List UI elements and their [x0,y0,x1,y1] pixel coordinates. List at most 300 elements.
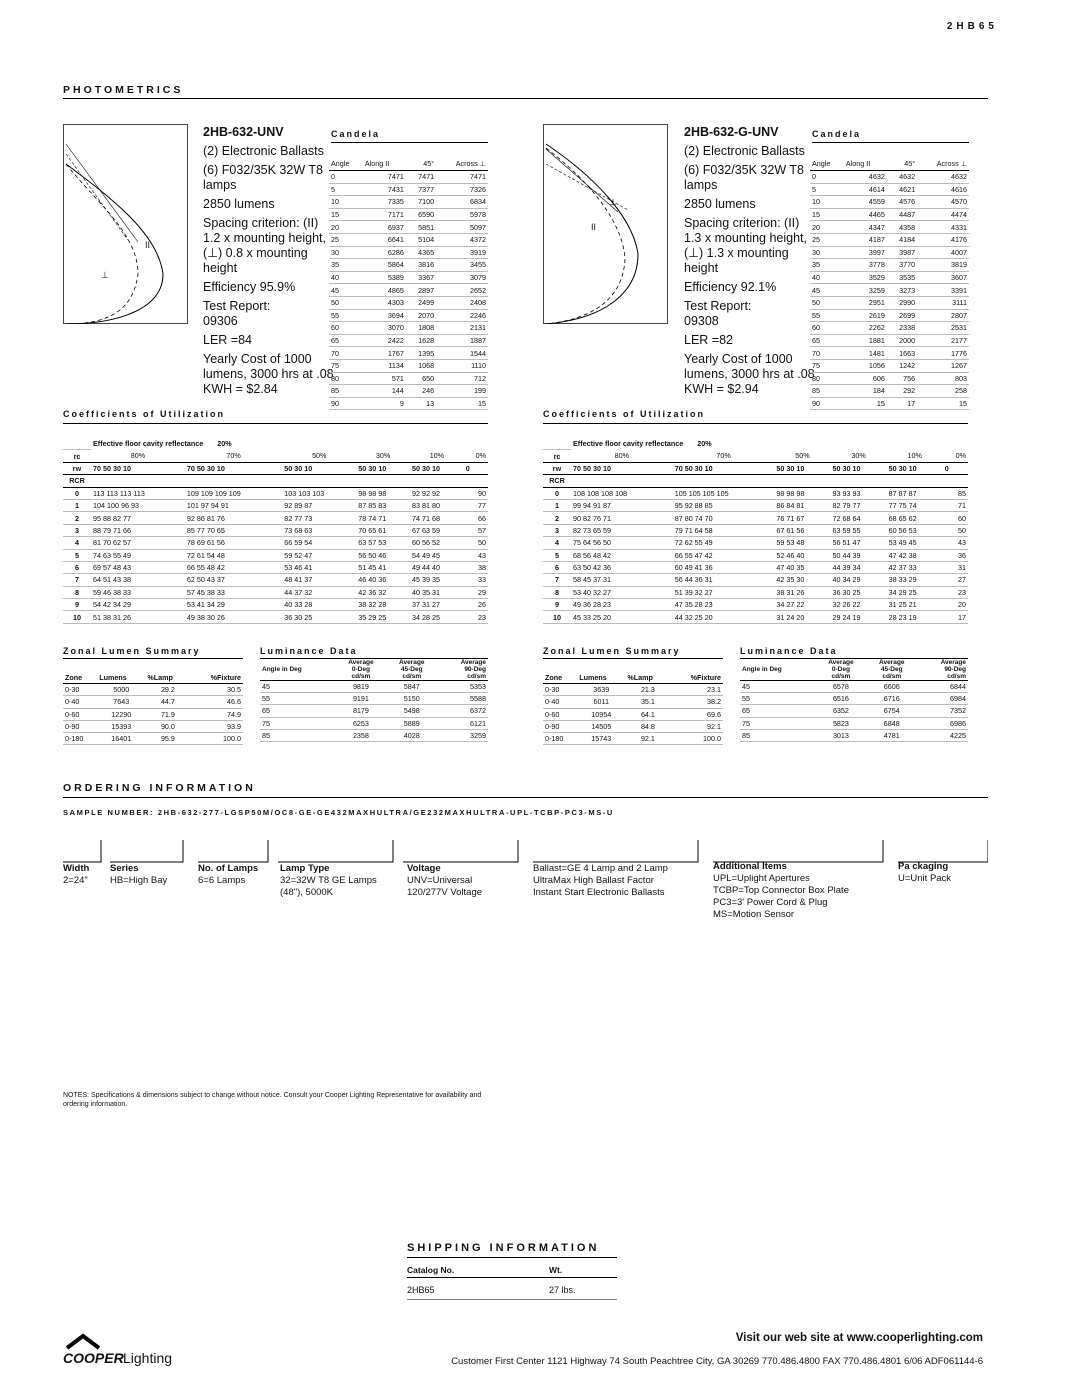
lum-row [260,705,488,717]
cu-row-cell: 73 68 63 [282,524,356,536]
candela-row [810,296,969,309]
cu-row-cell: 44 39 34 [831,561,887,573]
candela-row-cell: 2338 [887,322,917,335]
candela-row-cell: 144 [363,385,406,398]
candela-row-cell: 55 [329,309,363,322]
candela-row-cell: 5 [329,183,363,196]
candela-row-cell: 13 [406,397,436,410]
candela-row-cell: 25 [810,233,844,246]
candela-row-cell: 7431 [363,183,406,196]
candela-row-cell: 15 [329,208,363,221]
zonal-row-cell: 0-180 [63,732,97,744]
candela-row-cell: 50 [329,296,363,309]
left-efficiency: Efficiency 95.9% [203,280,296,294]
cu-row [543,524,968,536]
ship-catalog: 2HB65 [407,1285,435,1295]
zonal-row-cell: 92.1 [671,720,723,732]
zonal-row [543,684,723,696]
cu-row [543,611,968,623]
candela-row-cell: 7471 [406,171,436,184]
candela-row-cell: 5 [810,183,844,196]
candela-row [329,284,488,297]
cu-row [63,561,488,573]
candela-row-cell: 2619 [844,309,887,322]
rcr-label: RCR [63,475,91,487]
candela-row-cell: 3987 [887,246,917,259]
lum-row-cell: 6253 [336,717,387,729]
zonal-row [63,684,243,696]
candela-row-cell: 4331 [917,221,969,234]
cu-row [543,537,968,549]
right-test-label: Test Report: [684,299,752,313]
candela-row-cell: 4616 [917,183,969,196]
candela-row-cell: 20 [329,221,363,234]
left-lumens: 2850 lumens [203,197,275,211]
cu-row-cell: 95 88 82 77 [91,512,185,524]
cu-row-cell: 74 71 68 [410,512,464,524]
cu-row-cell: 60 56 53 [887,524,943,536]
candela-row-cell: 2070 [406,309,436,322]
lumens-h: Lumens [97,672,145,684]
zonal-row-cell: 5000 [97,684,145,696]
candela-row-cell: 15 [844,397,887,410]
candela-row-cell: 1068 [406,359,436,372]
lum-row-cell: 5823 [816,717,867,729]
left-cu-table [63,438,488,624]
right-candela-table [810,156,969,410]
cu-row-cell: 29 24 19 [831,611,887,623]
lum-row-cell: 6844 [917,681,968,693]
cu-row-cell: 44 37 32 [282,586,356,598]
candela-row-cell: 1395 [406,347,436,360]
candela-row [329,296,488,309]
zonal-row-cell: 14505 [577,720,625,732]
cu-row-cell: 76 71 67 [774,512,830,524]
rc-10: 10% [887,450,943,462]
cu-row-cell: 87 80 74 70 [673,512,775,524]
lumens-h: Lumens [577,672,625,684]
brand-logo [63,1330,188,1370]
rw-10: 50 30 10 [887,462,943,474]
lum-h-90: Average 90-Deg cd/sm [437,659,488,681]
cu-row-cell: 51 45 41 [356,561,410,573]
left-candela-table [329,156,488,410]
cu-row-cell: 60 [943,512,968,524]
lum-row-cell: 7352 [917,705,968,717]
candela-row [810,221,969,234]
lum-row [740,693,968,705]
candela-row-cell: 6834 [436,196,488,209]
ship-col-weight: Wt. [549,1265,563,1275]
candela-row [810,246,969,259]
cu-row-cell: 113 113 113 113 [91,487,185,499]
right-lamps: (6) F032/35K 32W T8 lamps [684,163,804,192]
candela-row-cell: 5389 [363,271,406,284]
zonal-row-cell: 0-30 [543,684,577,696]
zonal-row-cell: 71.9 [145,708,190,720]
cu-row [63,537,488,549]
ord-lamps: No. of Lamps 6=6 Lamps [198,863,259,886]
cu-row [63,611,488,623]
cu-row-cell: 40 35 31 [410,586,464,598]
cand-h-across: Across ⊥ [917,156,969,171]
cu-row-cell: 60 49 41 36 [673,561,775,573]
candela-row-cell: 25 [329,233,363,246]
candela-row-cell: 50 [810,296,844,309]
cu-row-cell: 2 [63,512,91,524]
shipping-rule-3 [407,1299,617,1300]
candela-row-cell: 45 [810,284,844,297]
candela-row-cell: 7471 [436,171,488,184]
cu-row-cell: 23 [943,586,968,598]
lum-row-cell: 55 [740,693,816,705]
rw-50: 50 30 10 [282,462,356,474]
lum-row-cell: 5847 [386,681,437,693]
candela-row-cell: 6641 [363,233,406,246]
candela-row-cell: 7326 [436,183,488,196]
lum-row-cell: 6986 [917,717,968,729]
cu-row-cell: 82 73 65 59 [571,524,673,536]
candela-row-cell: 0 [810,171,844,184]
zonal-row-cell: 0-40 [63,696,97,708]
zonal-row [63,732,243,744]
cu-row-cell: 9 [543,599,571,611]
cu-row-cell: 70 65 61 [356,524,410,536]
cu-row-cell: 34 28 25 [410,611,464,623]
zonal-row-cell: 84.8 [625,720,670,732]
rc-80: 80% [571,450,673,462]
right-zonal-table [543,672,723,745]
candela-row-cell: 7171 [363,208,406,221]
lum-row-cell: 6578 [816,681,867,693]
right-zonal-rule [543,658,723,659]
left-zonal-heading: Zonal Lumen Summary [63,646,201,656]
left-test: 09306 [203,314,238,328]
right-parallel-label: II [591,222,597,232]
rc-0: 0% [464,450,488,462]
cu-row-cell: 6 [543,561,571,573]
candela-row-cell: 2897 [406,284,436,297]
candela-row [329,347,488,360]
lum-row-cell: 5588 [437,693,488,705]
right-cu-table [543,438,968,624]
rc-10: 10% [410,450,464,462]
cu-row-cell: 63 57 53 [356,537,410,549]
website: Visit our web site at www.cooperlighting.com [735,1332,983,1344]
candela-row [329,359,488,372]
zonal-row-cell: 46.6 [191,696,243,708]
lum-row-cell: 6716 [866,693,917,705]
candela-row [329,171,488,184]
cu-row-cell: 8 [543,586,571,598]
cu-row-cell: 66 [464,512,488,524]
cu-row-cell: 78 69 61 56 [185,537,282,549]
lum-row-cell: 3013 [816,729,867,741]
zonal-row-cell: 3639 [577,684,625,696]
cu-row-cell: 28 23 19 [887,611,943,623]
cu-row-cell: 34 29 25 [887,586,943,598]
lum-row-cell: 5353 [437,681,488,693]
cu-row-cell: 83 81 80 [410,499,464,511]
lum-row-cell: 4028 [386,729,437,741]
cu-row-cell: 40 34 29 [831,574,887,586]
cu-row-cell: 2 [543,512,571,524]
candela-row-cell: 5104 [406,233,436,246]
cu-row-cell: 29 [464,586,488,598]
zonal-row [63,708,243,720]
shipping-rule [407,1257,617,1258]
ordering-rule [63,797,988,798]
cu-row-cell: 67 61 56 [774,524,830,536]
lum-row-cell: 6352 [816,705,867,717]
cu-row-cell: 38 33 29 [887,574,943,586]
zonal-row-cell: 92.1 [625,732,670,744]
candela-row-cell: 2807 [917,309,969,322]
right-candela-heading: Candela [812,129,862,139]
rw-80: 70 50 30 10 [91,462,185,474]
rcr-label: RCR [543,475,571,487]
lum-row-cell: 45 [260,681,336,693]
lum-row-cell: 6121 [437,717,488,729]
candela-row-cell: 17 [887,397,917,410]
candela-row-cell: 2990 [887,296,917,309]
cu-row-cell: 51 38 31 26 [91,611,185,623]
zonal-row [63,720,243,732]
lum-row-cell: 2358 [336,729,387,741]
zonal-row-cell: 0-90 [63,720,97,732]
parallel-label: II [145,240,151,250]
candela-row-cell: 10 [329,196,363,209]
candela-row [329,183,488,196]
rw-30: 50 30 10 [831,462,887,474]
cu-row-cell: 72 68 64 [831,512,887,524]
cu-row-cell: 35 29 25 [356,611,410,623]
candela-row-cell: 2177 [917,334,969,347]
rw-label: rw [543,462,571,474]
candela-row-cell: 1628 [406,334,436,347]
candela-row-cell: 1767 [363,347,406,360]
candela-row-cell: 4576 [887,196,917,209]
candela-row-cell: 6590 [406,208,436,221]
ordering-heading: ORDERING INFORMATION [63,782,256,794]
efcr-label: Effective floor cavity reflectance 20% [573,439,712,449]
cu-row-cell: 1 [543,499,571,511]
zonal-row-cell: 15393 [97,720,145,732]
cu-row-cell: 81 70 62 57 [91,537,185,549]
candela-row [810,183,969,196]
candela-row-cell: 70 [329,347,363,360]
cu-row-cell: 10 [543,611,571,623]
rw-0: 0 [464,462,488,474]
zonal-row-cell: 95.9 [145,732,190,744]
cu-row-cell: 71 [943,499,968,511]
rw-70: 70 50 30 10 [673,462,775,474]
cu-row-cell: 47 42 38 [887,549,943,561]
left-zonal-rule [63,658,243,659]
left-test-label: Test Report: [203,299,271,313]
cu-row-cell: 47 40 35 [774,561,830,573]
rw-0: 0 [943,462,968,474]
lum-row-cell: 45 [740,681,816,693]
zonal-row-cell: 21.3 [625,684,670,696]
candela-row-cell: 4632 [844,171,887,184]
lum-row-cell: 65 [260,705,336,717]
candela-row-cell: 3273 [887,284,917,297]
zonal-row-cell: 0-40 [543,696,577,708]
candela-row-cell: 246 [406,385,436,398]
cu-row-cell: 9 [63,599,91,611]
candela-row-cell: 7377 [406,183,436,196]
candela-row-cell: 60 [810,322,844,335]
candela-row-cell: 1887 [436,334,488,347]
candela-row-cell: 184 [844,385,887,398]
candela-row-cell: 60 [329,322,363,335]
zonal-row-cell: 29.2 [145,684,190,696]
lum-row-cell: 4225 [917,729,968,741]
lum-row-cell: 6516 [816,693,867,705]
cu-row-cell: 66 55 47 42 [673,549,775,561]
lum-h-90: Average 90-Deg cd/sm [917,659,968,681]
header-rule [63,98,988,99]
candela-row-cell: 3694 [363,309,406,322]
candela-row [810,196,969,209]
left-candela-rule [331,142,488,143]
candela-row-cell: 35 [329,259,363,272]
candela-row-cell: 3259 [844,284,887,297]
cu-row-cell: 75 64 56 50 [571,537,673,549]
candela-row [329,385,488,398]
candela-row-cell: 6937 [363,221,406,234]
lum-row [260,681,488,693]
lum-row-cell: 9191 [336,693,387,705]
left-polar-diagram [63,124,188,324]
cu-row-cell: 92 92 92 [410,487,464,499]
candela-row-cell: 4632 [887,171,917,184]
lum-row-cell: 3259 [437,729,488,741]
candela-row-cell: 9 [363,397,406,410]
cu-row-cell: 82 77 73 [282,512,356,524]
cu-row [543,599,968,611]
cand-h-45: 45° [887,156,917,171]
ord-additional: Additional Items UPL=Uplight Apertures TCBP=Top Connector Box Plate PC3=3' Power Cord & Plug MS=Motion Sensor [713,861,849,920]
candela-row [329,196,488,209]
candela-row-cell: 30 [810,246,844,259]
cu-row [543,512,968,524]
lum-row [740,681,968,693]
cu-row-cell: 47 35 28 23 [673,599,775,611]
zonal-row [543,708,723,720]
candela-row [329,259,488,272]
candela-row-cell: 4372 [436,233,488,246]
candela-row-cell: 3535 [887,271,917,284]
cu-row-cell: 3 [543,524,571,536]
cu-row-cell: 98 98 98 [356,487,410,499]
candela-row-cell: 3070 [363,322,406,335]
lum-h-45: Average 45-Deg cd/sm [386,659,437,681]
cu-row-cell: 49 44 40 [410,561,464,573]
lum-row-cell: 5498 [386,705,437,717]
candela-row [810,372,969,385]
cu-row-cell: 4 [63,537,91,549]
right-polar-diagram [543,124,668,324]
cu-row-cell: 43 [943,537,968,549]
right-cost: Yearly Cost of 1000 lumens, 3000 hrs at .08 KWH = $2.94 [684,352,815,396]
right-candela-rule [812,142,969,143]
lum-h-0: Average 0-Deg cd/sm [816,659,867,681]
candela-row-cell: 1056 [844,359,887,372]
zonal-row-cell: 90.0 [145,720,190,732]
left-ballasts: (2) Electronic Ballasts [203,144,324,158]
zonal-row-cell: 64.1 [625,708,670,720]
cu-row-cell: 67 63 59 [410,524,464,536]
cu-row [63,549,488,561]
candela-row-cell: 1242 [887,359,917,372]
logo-mark-icon [63,1330,103,1350]
rc-label: rc [543,450,571,462]
cu-row-cell: 52 46 40 [774,549,830,561]
candela-row [810,347,969,360]
cu-row [543,561,968,573]
shipping-rule-2 [407,1277,617,1278]
candela-row [810,385,969,398]
cu-row-cell: 74 63 55 49 [91,549,185,561]
cu-row-cell: 32 26 22 [831,599,887,611]
cu-row-cell: 82 79 77 [831,499,887,511]
candela-row [329,208,488,221]
rc-50: 50% [282,450,356,462]
candela-row [810,171,969,184]
candela-row-cell: 1267 [917,359,969,372]
zonal-row-cell: 44.7 [145,696,190,708]
ord-voltage: Voltage UNV=Universal 120/277V Voltage [407,863,483,898]
zonal-row-cell: 10954 [577,708,625,720]
left-candela-heading: Candela [331,129,381,139]
cu-row-cell: 57 [464,524,488,536]
right-lumens: 2850 lumens [684,197,756,211]
doc-code: 2HB65 [946,21,998,32]
candela-row [810,208,969,221]
ordering-connectors [63,840,988,864]
cu-row-cell: 46 40 36 [356,574,410,586]
candela-row-cell: 75 [810,359,844,372]
candela-row-cell: 4365 [406,246,436,259]
cu-row-cell: 90 82 76 71 [571,512,673,524]
rw-10: 50 30 10 [410,462,464,474]
lum-row-cell: 6606 [866,681,917,693]
candela-row [810,334,969,347]
cu-row-cell: 87 85 83 [356,499,410,511]
lum-row-cell: 85 [260,729,336,741]
cu-row-cell: 37 31 27 [410,599,464,611]
cu-row [63,586,488,598]
candela-row-cell: 2246 [436,309,488,322]
lamp-h: %Lamp [625,672,670,684]
candela-row-cell: 65 [810,334,844,347]
lum-row-cell: 75 [740,717,816,729]
candela-row-cell: 30 [329,246,363,259]
cu-row-cell: 3 [63,524,91,536]
cu-row-cell: 38 31 26 [774,586,830,598]
candela-row [329,334,488,347]
right-cu-rule [543,423,968,424]
cu-row-cell: 56 50 46 [356,549,410,561]
zonal-row [543,732,723,744]
ship-weight: 27 lbs. [549,1285,576,1295]
zonal-row-cell: 100.0 [671,732,723,744]
cu-row-cell: 23 [464,611,488,623]
cu-row-cell: 79 71 64 58 [673,524,775,536]
zonal-row-cell: 74.9 [191,708,243,720]
